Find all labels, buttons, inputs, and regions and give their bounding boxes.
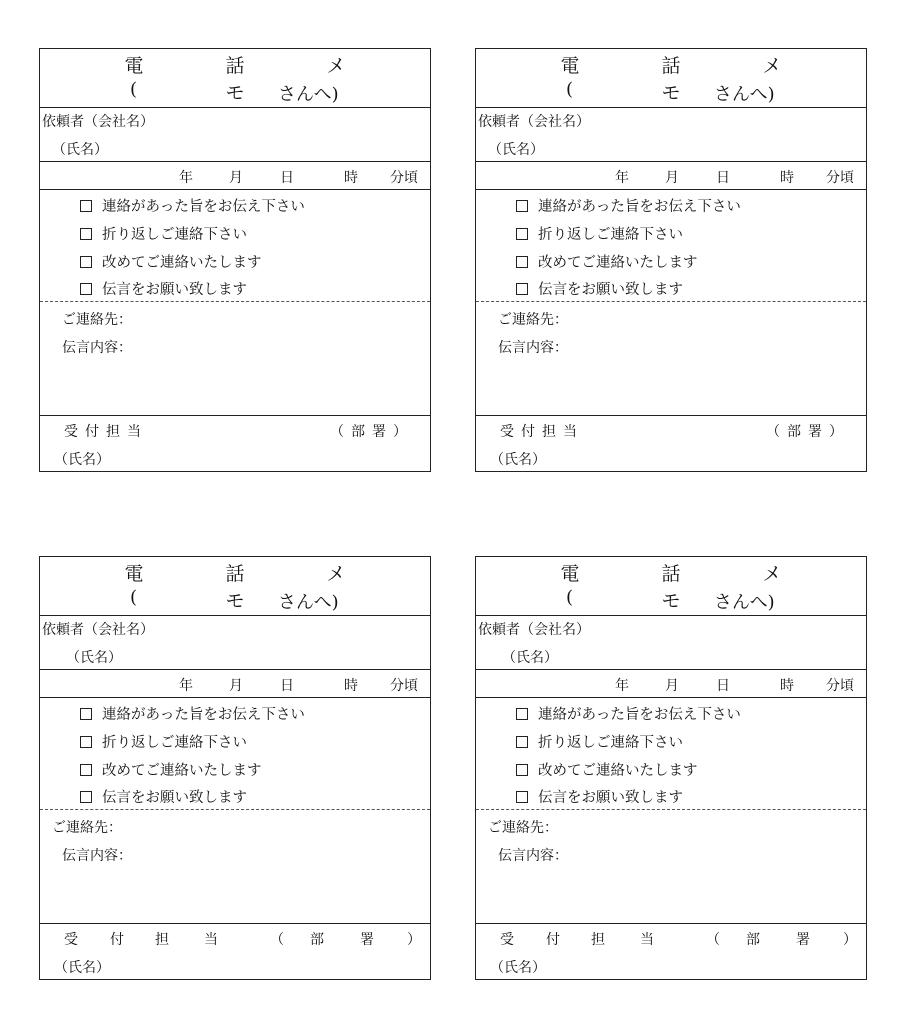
option-call-back[interactable]: [80, 223, 247, 244]
receiver-section: [40, 924, 430, 980]
receiver-name-label: （氏名）: [54, 452, 110, 468]
message-section: [476, 810, 866, 924]
message-section: [40, 302, 430, 416]
receiver-char: 担: [155, 932, 169, 948]
checkbox-icon[interactable]: [516, 283, 528, 295]
recipient-open-paren: (: [566, 79, 574, 100]
contact-label: ご連絡先：: [52, 820, 122, 836]
checkbox-section: [476, 698, 866, 810]
receiver-char: 受: [64, 932, 78, 948]
option-called[interactable]: [516, 195, 741, 216]
department-char: 部: [310, 932, 324, 948]
checkbox-section: [40, 698, 430, 810]
option-called[interactable]: [516, 703, 741, 724]
option-call-back[interactable]: [516, 223, 683, 244]
receiver-name-label: （氏名）: [490, 452, 546, 468]
message-content-label: 伝言内容：: [62, 848, 132, 864]
option-called[interactable]: [80, 703, 305, 724]
department-char: （: [706, 932, 720, 948]
option-label: 伝言をお願い致します: [538, 790, 683, 806]
department-label: （部署）: [330, 424, 414, 440]
receiver-name-label: （氏名）: [490, 960, 546, 976]
minute-label: 分頃: [826, 678, 854, 694]
checkbox-icon[interactable]: [516, 256, 528, 268]
requester-company-label: 依頼者（会社名）: [478, 622, 590, 638]
receiver-label: 受付担当: [64, 424, 148, 440]
receiver-char: 担: [591, 932, 605, 948]
message-content-label: 伝言内容：: [62, 340, 132, 356]
contact-label: ご連絡先：: [62, 312, 132, 328]
recipient-suffix: さんへ): [714, 592, 775, 613]
receiver-department-line: [476, 929, 866, 949]
receiver-char: 当: [640, 932, 654, 948]
receiver-section: [40, 416, 430, 472]
month-label: 月: [665, 678, 679, 694]
checkbox-icon[interactable]: [516, 736, 528, 748]
requester-name-label: （氏名）: [488, 142, 544, 158]
day-label: 日: [280, 678, 294, 694]
option-label: 折り返しご連絡下さい: [102, 735, 247, 751]
option-call-back[interactable]: [80, 731, 247, 752]
date-time-row: [476, 162, 866, 190]
phone-memo-2: [475, 48, 867, 472]
year-label: 年: [615, 170, 629, 186]
checkbox-icon[interactable]: [516, 764, 528, 776]
option-label: 折り返しご連絡下さい: [538, 227, 683, 243]
receiver-name-label: （氏名）: [54, 960, 110, 976]
checkbox-icon[interactable]: [80, 764, 92, 776]
recipient-suffix: さんへ): [278, 84, 339, 105]
option-label: 伝言をお願い致します: [102, 790, 247, 806]
month-label: 月: [229, 170, 243, 186]
department-char: ）: [843, 932, 857, 948]
recipient-open-paren: (: [130, 79, 138, 100]
department-char: 部: [746, 932, 760, 948]
checkbox-icon[interactable]: [80, 736, 92, 748]
day-label: 日: [716, 678, 730, 694]
receiver-section: [476, 416, 866, 472]
requester-name-label: （氏名）: [66, 650, 122, 666]
checkbox-icon[interactable]: [80, 791, 92, 803]
checkbox-icon[interactable]: [80, 228, 92, 240]
option-will-call-again[interactable]: [80, 251, 262, 272]
option-label: 連絡があった旨をお伝え下さい: [538, 199, 741, 215]
day-label: 日: [280, 170, 294, 186]
option-label: 折り返しご連絡下さい: [102, 227, 247, 243]
option-label: 連絡があった旨をお伝え下さい: [102, 199, 305, 215]
requester-company-label: 依頼者（会社名）: [42, 622, 154, 638]
requester-section: [40, 616, 430, 670]
phone-memo-3: [39, 556, 431, 980]
contact-label: ご連絡先：: [488, 820, 558, 836]
requester-name-label: （氏名）: [502, 650, 558, 666]
checkbox-section: [40, 190, 430, 302]
recipient-suffix: さんへ): [278, 592, 339, 613]
memo-header: [40, 557, 430, 616]
checkbox-icon[interactable]: [80, 256, 92, 268]
phone-memo-1: [39, 48, 431, 472]
message-section: [40, 810, 430, 924]
recipient-suffix: さんへ): [714, 84, 775, 105]
option-called[interactable]: [80, 195, 305, 216]
year-label: 年: [179, 678, 193, 694]
hour-label: 時: [780, 170, 794, 186]
option-message[interactable]: [516, 786, 683, 807]
receiver-department-line: [40, 929, 430, 949]
option-label: 伝言をお願い致します: [538, 282, 683, 298]
option-label: 改めてご連絡いたします: [102, 255, 262, 271]
year-label: 年: [615, 678, 629, 694]
requester-name-label: （氏名）: [52, 142, 108, 158]
checkbox-icon[interactable]: [516, 708, 528, 720]
date-time-row: [40, 670, 430, 698]
option-message[interactable]: [80, 278, 247, 299]
requester-company-label: 依頼者（会社名）: [42, 114, 154, 130]
checkbox-icon[interactable]: [516, 228, 528, 240]
department-char: 署: [796, 932, 810, 948]
option-label: 折り返しご連絡下さい: [538, 735, 683, 751]
checkbox-icon[interactable]: [516, 200, 528, 212]
department-char: 署: [360, 932, 374, 948]
year-label: 年: [179, 170, 193, 186]
receiver-char: 当: [204, 932, 218, 948]
phone-memo-4: [475, 556, 867, 980]
day-label: 日: [716, 170, 730, 186]
requester-section: [476, 108, 866, 162]
requester-section: [476, 616, 866, 670]
department-char: ）: [407, 932, 421, 948]
option-will-call-again[interactable]: [516, 251, 698, 272]
month-label: 月: [229, 678, 243, 694]
checkbox-section: [476, 190, 866, 302]
option-label: 連絡があった旨をお伝え下さい: [538, 707, 741, 723]
option-will-call-again[interactable]: [80, 759, 262, 780]
message-content-label: 伝言内容：: [498, 848, 568, 864]
minute-label: 分頃: [390, 170, 418, 186]
memo-header: [40, 49, 430, 108]
recipient-open-paren: (: [130, 587, 138, 608]
memo-title: 電 話 メ モ: [560, 55, 820, 104]
receiver-section: [476, 924, 866, 980]
receiver-char: 受: [500, 932, 514, 948]
option-call-back[interactable]: [516, 731, 683, 752]
department-label: （部署）: [766, 424, 850, 440]
memo-header: [476, 49, 866, 108]
checkbox-icon[interactable]: [80, 200, 92, 212]
option-label: 伝言をお願い致します: [102, 282, 247, 298]
hour-label: 時: [780, 678, 794, 694]
memo-title: 電 話 メ モ: [560, 563, 820, 612]
option-will-call-again[interactable]: [516, 759, 698, 780]
receiver-char: 付: [110, 932, 124, 948]
department-char: （: [270, 932, 284, 948]
minute-label: 分頃: [390, 678, 418, 694]
option-message[interactable]: [80, 786, 247, 807]
option-message[interactable]: [516, 278, 683, 299]
date-time-row: [476, 670, 866, 698]
message-section: [476, 302, 866, 416]
memo-title: 電 話 メ モ: [124, 55, 384, 104]
memo-title: 電 話 メ モ: [124, 563, 384, 612]
receiver-char: 付: [546, 932, 560, 948]
checkbox-icon[interactable]: [516, 791, 528, 803]
contact-label: ご連絡先：: [498, 312, 568, 328]
checkbox-icon[interactable]: [80, 708, 92, 720]
memo-header: [476, 557, 866, 616]
option-label: 連絡があった旨をお伝え下さい: [102, 707, 305, 723]
hour-label: 時: [344, 678, 358, 694]
minute-label: 分頃: [826, 170, 854, 186]
checkbox-icon[interactable]: [80, 283, 92, 295]
hour-label: 時: [344, 170, 358, 186]
option-label: 改めてご連絡いたします: [538, 255, 698, 271]
receiver-label: 受付担当: [500, 424, 584, 440]
month-label: 月: [665, 170, 679, 186]
requester-section: [40, 108, 430, 162]
message-content-label: 伝言内容：: [498, 340, 568, 356]
option-label: 改めてご連絡いたします: [102, 763, 262, 779]
date-time-row: [40, 162, 430, 190]
option-label: 改めてご連絡いたします: [538, 763, 698, 779]
requester-company-label: 依頼者（会社名）: [478, 114, 590, 130]
recipient-open-paren: (: [566, 587, 574, 608]
